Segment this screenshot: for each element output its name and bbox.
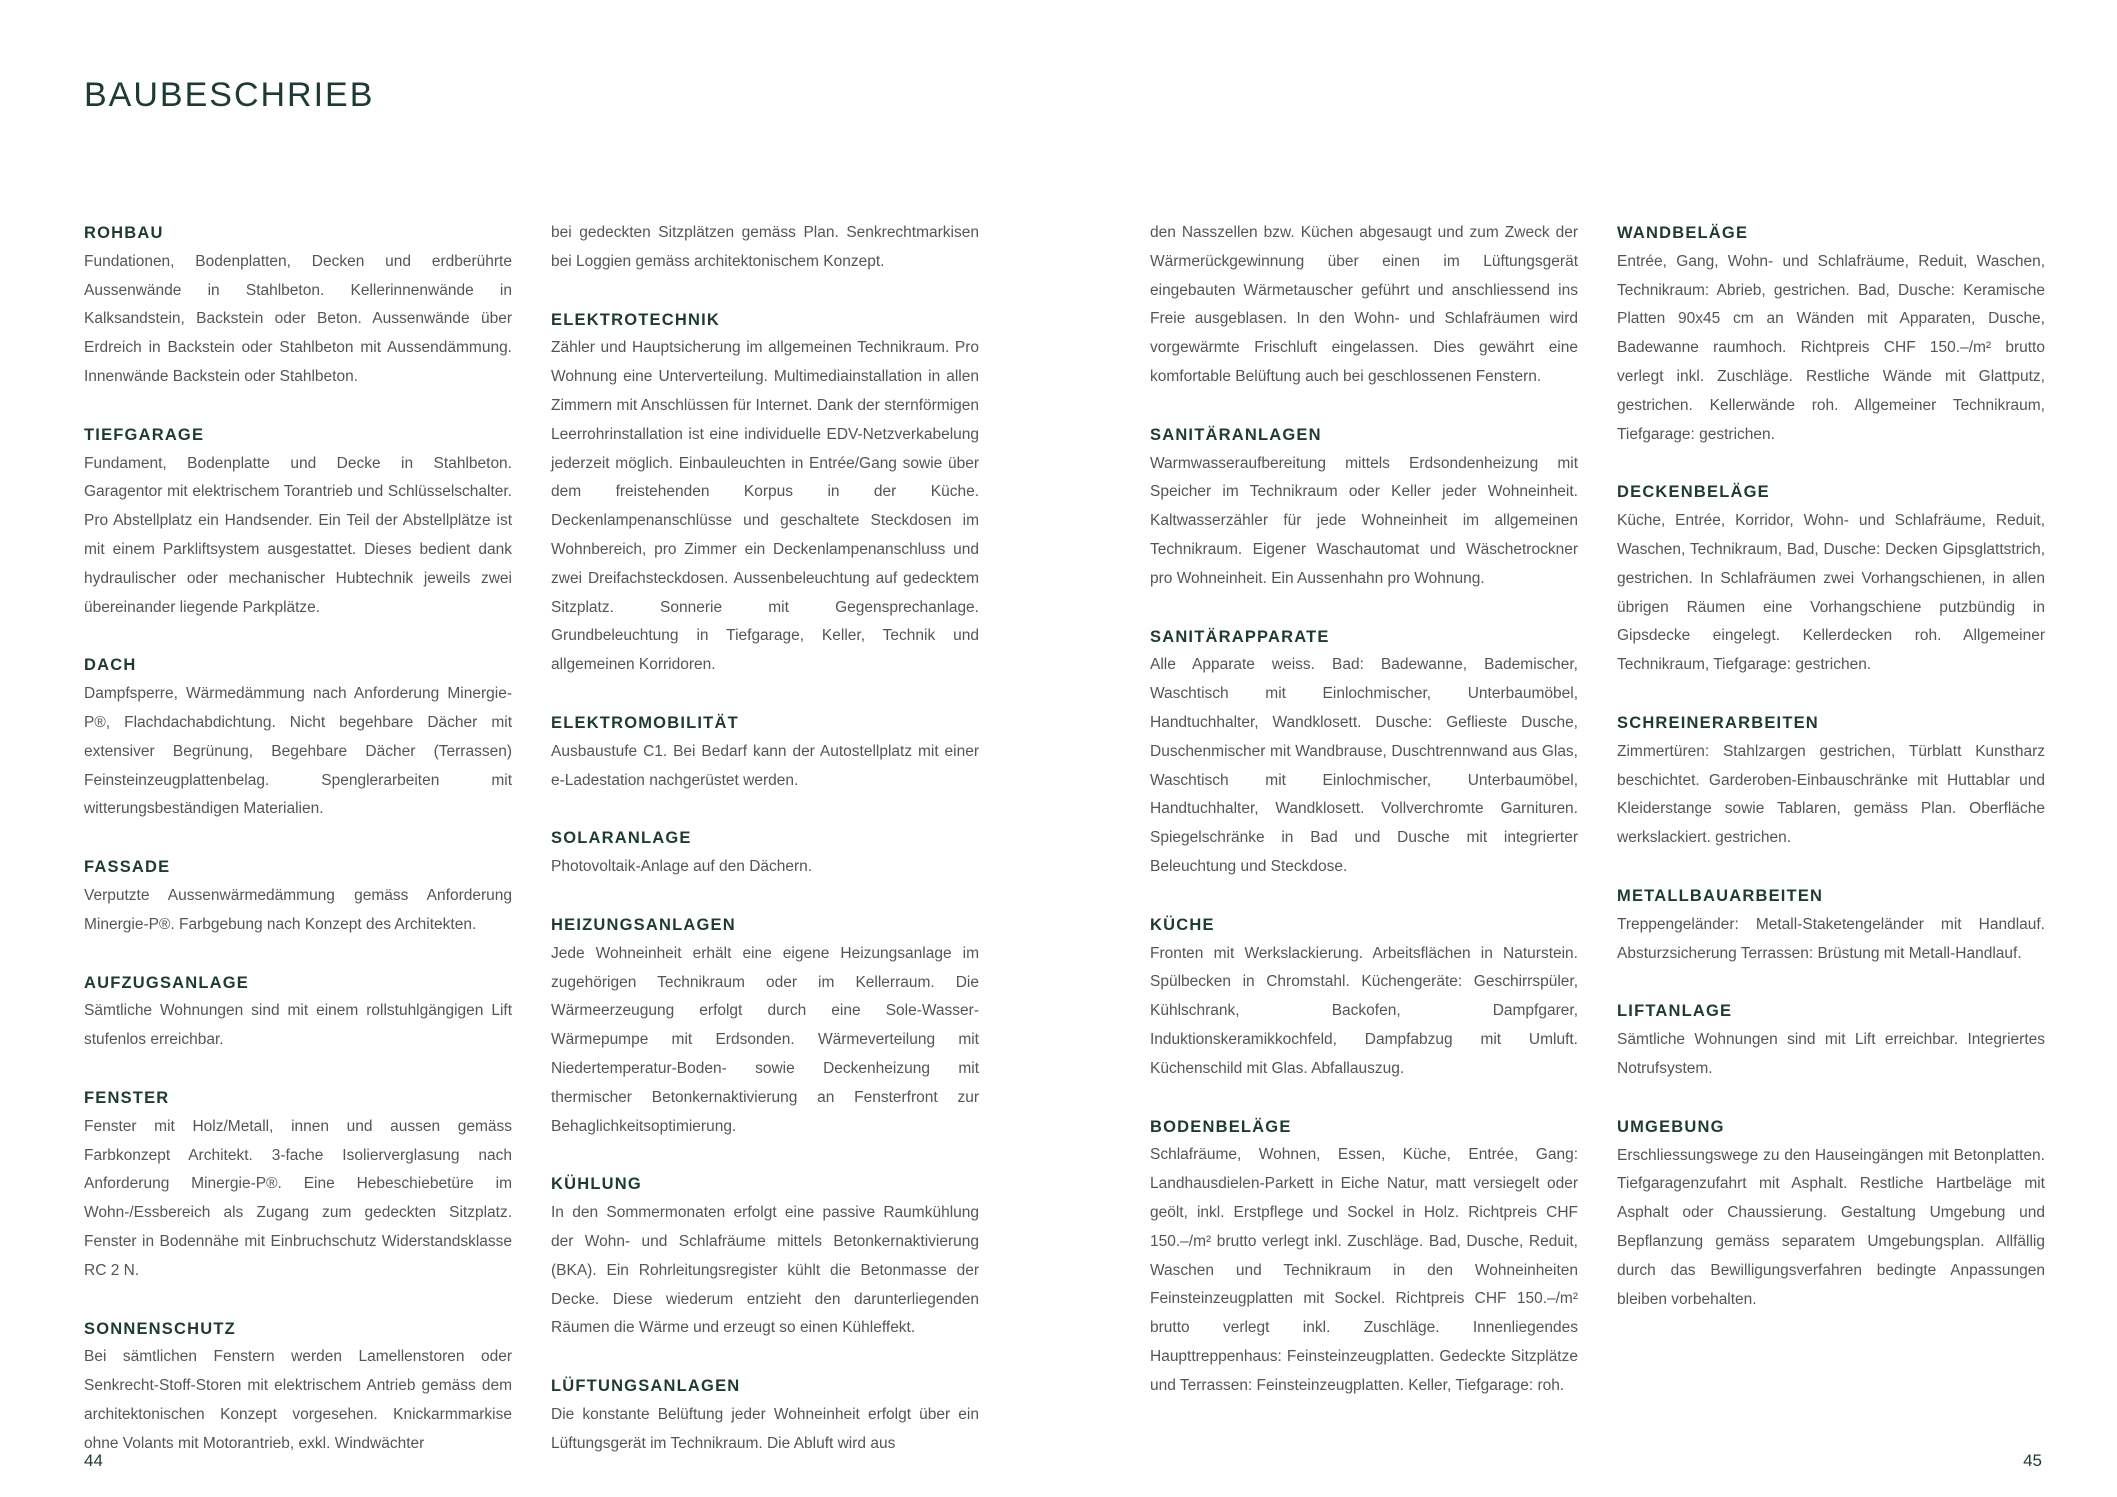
section-heading: METALLBAUARBEITEN bbox=[1617, 886, 1824, 905]
section-text: Entrée, Gang, Wohn- und Schlafräume, Reduit, Waschen, Technikraum: Abrieb, gestrichen. Bad, Dusche: Keramische Platten 90x45 cm an Wänden mit Apparaten, Dusche, Badewanne raumhoch. Richtpreis CHF 150.–/m² brutto verlegt inkl. Zuschläge. Restliche Wände mit Glattputz, gestrichen. Kellerwände roh. Allgemeiner Technikraum, Tiefgarage: gestrichen. bbox=[1617, 252, 2045, 443]
section-continuation bbox=[1150, 219, 1578, 392]
section-text: In den Sommermonaten erfolgt eine passive Raumkühlung der Wohn- und Schlafräume mittels Betonkernaktivierung (BKA). Ein Rohrleitungsregister kühlt die Betonmasse der Decke. Diese wiederum entzieht den darunterliegenden Räumen die Wärme und erzeugt so einen Kühleffekt. bbox=[551, 1204, 979, 1337]
section-text: Photovoltaik-Anlage auf den Dächern. bbox=[551, 858, 813, 876]
section-sanitaeranlagen bbox=[1150, 421, 1578, 594]
section-heading: TIEFGARAGE bbox=[84, 425, 205, 444]
section-tiefgarage bbox=[84, 421, 512, 623]
continued-text: bei gedeckten Sitzplätzen gemäss Plan. Senkrechtmarkisen bei Loggien gemäss architektonischem Konzept. bbox=[551, 224, 979, 270]
section-dach bbox=[84, 651, 512, 824]
page-number-left: 44 bbox=[84, 1451, 103, 1470]
section-heading: LIFTANLAGE bbox=[1617, 1002, 1733, 1021]
section-text: Dampfsperre, Wärmedämmung nach Anforderung Minergie-P®, Flachdachabdichtung. Nicht begehbare Dächer mit extensiver Begrünung, Begehbare Dächer (Terrassen) Feinsteinzeugplattenbelag. Spenglerarbeiten mit witterungsbeständigen Materialien. bbox=[84, 685, 512, 818]
section-heading: ELEKTROTECHNIK bbox=[551, 310, 720, 329]
section-heading: FASSADE bbox=[84, 858, 171, 877]
page-number-right: 45 bbox=[2023, 1451, 2042, 1470]
section-heading: AUFZUGSANLAGE bbox=[84, 973, 250, 992]
section-heading: SONNENSCHUTZ bbox=[84, 1319, 236, 1338]
section-bodenbelaege bbox=[1150, 1113, 1578, 1401]
section-heading: HEIZUNGSANLAGEN bbox=[551, 915, 736, 934]
section-text: Sämtliche Wohnungen sind mit einem rollstuhlgängigen Lift stufenlos erreichbar. bbox=[84, 1002, 512, 1049]
section-text: Die konstante Belüftung jeder Wohneinheit erfolgt über ein Lüftungsgerät im Technikraum. Die Abluft wird aus bbox=[551, 1405, 979, 1452]
section-liftanlage bbox=[1617, 997, 2045, 1083]
section-text: Sämtliche Wohnungen sind mit Lift erreichbar. Integriertes Notrufsystem. bbox=[1617, 1031, 2045, 1077]
section-text: Erschliessungswege zu den Hauseingängen mit Betonplatten. Tiefgaragenzufahrt mit Asphalt. Restliche Hartbeläge mit Asphalt oder Chaussierung. Gestaltung Umgebung und Bepflanzung gemäss separatem Umgebungsplan. Allfällig durch das Bewilligungsverfahren bedingte Anpassungen bleiben vorbehalten. bbox=[1617, 1146, 2045, 1308]
section-sonnenschutz bbox=[84, 1315, 512, 1459]
section-fenster bbox=[84, 1084, 512, 1286]
column-1 bbox=[84, 219, 512, 1487]
section-text: Zähler und Hauptsicherung im allgemeinen Technikraum. Pro Wohnung eine Unterverteilung. Multimediainstallation in allen Zimmern mit Anschlüssen für Internet. Dank der sternförmigen Leerrohrinstallation ist eine individuelle EDV-Netzverkabelung jederzeit möglich. Einbauleuchten in Entrée/Gang sowie über dem freistehenden Korpus in der Küche. Deckenlampenanschlüsse und geschaltete Steckdosen im Wohnbereich, pro Zimmer ein Deckenlampenanschluss und zwei Dreifachsteckdosen. Aussenbeleuchtung auf gedecktem Sitzplatz. Sonnerie mit Gegensprechanlage. Grundbeleuchtung in Tiefgarage, Keller, Technik und allgemeinen Korridoren. bbox=[551, 339, 979, 674]
section-elektrotechnik bbox=[551, 306, 979, 680]
section-kueche bbox=[1150, 911, 1578, 1084]
section-heading: SANITÄRANLAGEN bbox=[1150, 425, 1322, 444]
section-aufzugsanlage bbox=[84, 969, 512, 1055]
section-text: Treppengeländer: Metall-Staketengeländer mit Handlauf. Absturzsicherung Terrassen: Brüstung mit Metall-Handlauf. bbox=[1617, 915, 2045, 962]
section-heading: UMGEBUNG bbox=[1617, 1117, 1725, 1136]
section-heizungsanlagen bbox=[551, 911, 979, 1141]
section-text: Jede Wohneinheit erhält eine eigene Heizungsanlage im zugehörigen Technikraum oder im Kellerraum. Die Wärmeerzeugung erfolgt durch eine Sole-Wasser-Wärmepumpe mit Erdsonden. Wärmeverteilung mit Niedertemperatur-Boden- sowie Deckenheizung mit thermischer Betonkernaktivierung an Fensterfront zur Behaglichkeitsoptimierung. bbox=[551, 944, 979, 1135]
section-text: Fronten mit Werkslackierung. Arbeitsflächen in Naturstein. Spülbecken in Chromstahl. Küchengeräte: Geschirrspüler, Kühlschrank, Backofen, Dampfgarer, Induktionskeramikkochfeld, Dampfabzug mit Umluft. Küchenschild mit Glas. Abfallauszug. bbox=[1150, 944, 1578, 1077]
section-deckenbelaege bbox=[1617, 478, 2045, 680]
section-text: Fundament, Bodenplatte und Decke in Stahlbeton. Garagentor mit elektrischem Torantrieb und Schlüsselschalter. Pro Abstellplatz ein Handsender. Ein Teil der Abstellplätze ist mit einem Parkliftsystem ausgestattet. Dieses bedient dank hydraulischer oder mechanischer Hubtechnik jeweils zwei übereinander liegende Parkplätze. bbox=[84, 454, 512, 616]
section-text: Alle Apparate weiss. Bad: Badewanne, Bademischer, Waschtisch mit Einlochmischer, Unterbaumöbel, Handtuchhalter, Wandklosett. Dusche: Geflieste Dusche, Duschenmischer mit Wandbrause, Duschtrennwand aus Glas, Waschtisch mit Einlochmischer, Unterbaumöbel, Handtuchhalter, Wandklosett. Vollverchromte Garnituren. Spiegelschränke in Bad und Dusche mit integrierter Beleuchtung und Steckdose. bbox=[1150, 656, 1578, 875]
section-heading: FENSTER bbox=[84, 1088, 170, 1107]
section-heading: SANITÄRAPPARATE bbox=[1150, 627, 1330, 646]
section-schreinerarbeiten bbox=[1617, 709, 2045, 853]
section-heading: ROHBAU bbox=[84, 224, 164, 242]
section-text: Zimmertüren: Stahlzargen gestrichen, Türblatt Kunstharz beschichtet. Garderoben-Einbauschränke mit Huttablar und Kleiderstange sowie Tablaren, gemäss Plan. Oberfläche werkslackiert. gestrichen. bbox=[1617, 742, 2045, 847]
section-heading: DACH bbox=[84, 656, 137, 675]
section-rohbau bbox=[84, 219, 512, 392]
section-text: Bei sämtlichen Fenstern werden Lamellenstoren oder Senkrecht-Stoff-Storen mit elektrischem Antrieb gemäss dem architektonischen Konzept vorgesehen. Knickarmmarkise ohne Volants mit Motorantrieb, exkl. Windwächter bbox=[84, 1348, 512, 1452]
section-lueftungsanlagen bbox=[551, 1372, 979, 1458]
page-title: BAUBESCHRIEB bbox=[84, 76, 375, 114]
section-text: Küche, Entrée, Korridor, Wohn- und Schlafräume, Reduit, Waschen, Technikraum, Bad, Dusche: Decken Gipsglattstrich, gestrichen. In Schlafräumen zwei Vorhangschienen, in allen übrigen Räumen eine Vorhangschiene putzbündig in Gipsdecke eingelegt. Kellerdecken roh. Allgemeiner Technikraum, Tiefgarage: gestrichen. bbox=[1617, 512, 2045, 674]
section-heading: LÜFTUNGSANLAGEN bbox=[551, 1377, 741, 1396]
section-heading: KÜHLUNG bbox=[551, 1175, 642, 1194]
section-text: Schlafräume, Wohnen, Essen, Küche, Entrée, Gang: Landhausdielen-Parkett in Eiche Natur, matt versiegelt oder geölt, inkl. Erstpflege und Sockel in Holz. Richtpreis CHF 150.–/m² brutto verlegt inkl. Zuschläge. Bad, Dusche, Reduit, Waschen und Technikraum in den Wohneinheiten Feinsteinzeugplatten mit Sockel. Richtpreis CHF 150.–/m² brutto verlegt inkl. Zuschläge. Innenliegendes Haupttreppenhaus: Feinsteinzeugplatten. Gedeckte Sitzplätze und Terrassen: Feinsteinzeugplatten. Keller, Tiefgarage: roh. bbox=[1150, 1146, 1578, 1394]
section-heading: BODENBELÄGE bbox=[1150, 1117, 1292, 1136]
column-4 bbox=[1617, 219, 2045, 1343]
section-text: Fundationen, Bodenplatten, Decken und erdberührte Aussenwände in Stahlbeton. Kellerinnenwände in Kalksandstein, Backstein oder Beton. Aussenwände über Erdreich in Backstein oder Stahlbeton mit Aussendämmung. Innenwände Backstein oder Stahlbeton. bbox=[84, 252, 512, 385]
section-elektromobilitaet bbox=[551, 709, 979, 795]
section-text: Ausbaustufe C1. Bei Bedarf kann der Autostellplatz mit einer e-Ladestation nachgerüstet werden. bbox=[551, 742, 979, 789]
section-text: Verputzte Aussenwärmedämmung gemäss Anforderung Minergie-P®. Farbgebung nach Konzept des Architekten. bbox=[84, 886, 512, 933]
section-metallbauarbeiten bbox=[1617, 882, 2045, 968]
section-heading: WANDBELÄGE bbox=[1617, 224, 1749, 242]
column-2 bbox=[551, 219, 979, 1487]
section-kuehlung bbox=[551, 1170, 979, 1343]
section-sanitaerapparate bbox=[1150, 623, 1578, 882]
section-heading: KÜCHE bbox=[1150, 915, 1215, 934]
column-3 bbox=[1150, 219, 1578, 1429]
section-continuation bbox=[551, 219, 979, 277]
section-heading: SOLARANLAGE bbox=[551, 829, 692, 848]
section-solaranlage bbox=[551, 824, 979, 882]
continued-text: den Nasszellen bzw. Küchen abgesaugt und zum Zweck der Wärmerückgewinnung über einen im Lüftungsgerät eingebauten Wärmetauscher geführt und anschliessend ins Freie ausgeblasen. In den Wohn- und Schlafräumen wird vorgewärmte Frischluft eingelassen. Dies gewährt eine komfortable Belüftung auch bei geschlossenen Fenstern. bbox=[1150, 224, 1578, 385]
section-text: Warmwasseraufbereitung mittels Erdsondenheizung mit Speicher im Technikraum oder Keller jeder Wohneinheit. Kaltwasserzähler für jede Wohneinheit im allgemeinen Technikraum. Eigener Waschautomat und Wäschetrockner pro Wohneinheit. Ein Aussenhahn pro Wohnung. bbox=[1150, 454, 1578, 587]
section-heading: SCHREINERARBEITEN bbox=[1617, 713, 1819, 732]
section-heading: DECKENBELÄGE bbox=[1617, 483, 1770, 502]
section-wandbelaege bbox=[1617, 219, 2045, 449]
section-umgebung bbox=[1617, 1113, 2045, 1315]
section-fassade bbox=[84, 853, 512, 939]
section-heading: ELEKTROMOBILITÄT bbox=[551, 713, 739, 732]
section-text: Fenster mit Holz/Metall, innen und aussen gemäss Farbkonzept Architekt. 3-fache Isolierverglasung nach Anforderung Minergie-P®. Eine Hebeschiebetüre im Wohn-/Essbereich als Zugang zum gedeckten Sitzplatz. Fenster in Bodennähe mit Einbruchschutz Widerstandsklasse RC 2 N. bbox=[84, 1117, 512, 1279]
